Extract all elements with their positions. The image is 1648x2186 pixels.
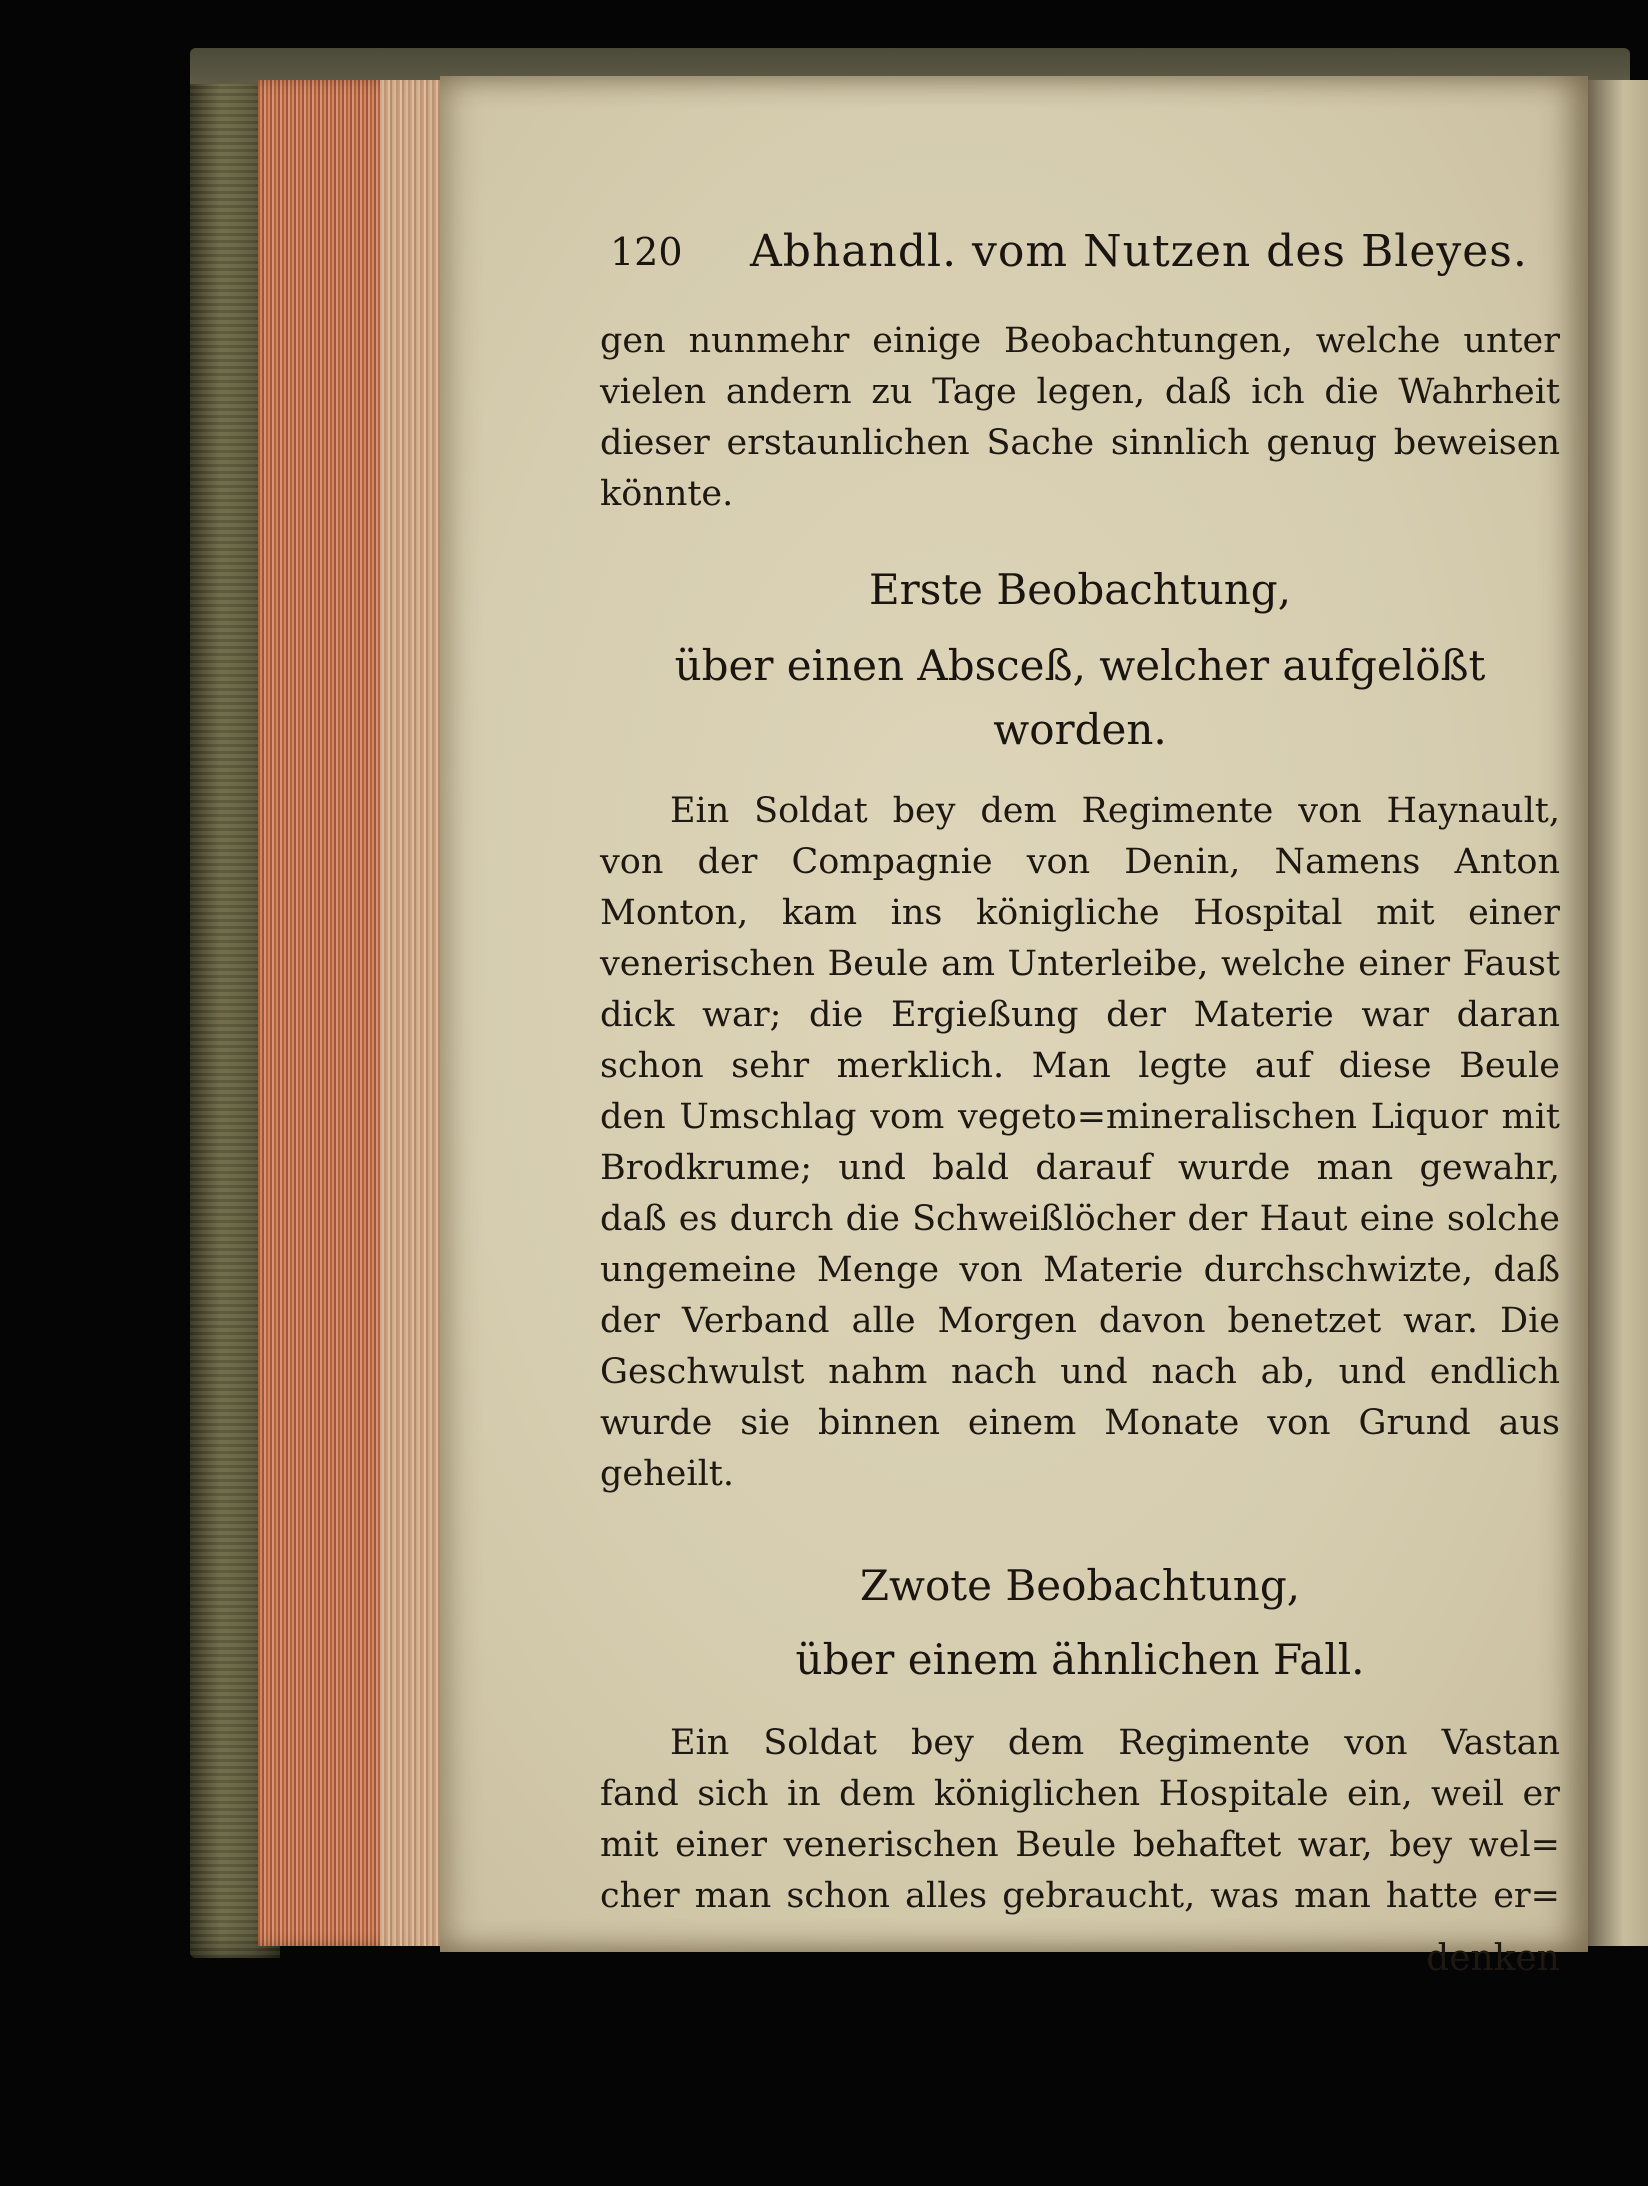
observation-1-title: Erste Beobachtung, <box>868 565 1292 614</box>
text-line: Monton, kam ins königliche Hospital mit einer <box>600 893 1560 933</box>
text-line: wurde sie binnen einem Monate von Grund aus <box>600 1403 1560 1443</box>
text-line: dick war; die Ergießung der Materie war daran <box>600 995 1560 1035</box>
text-line: der Verband alle Morgen davon benetzet war. Die <box>600 1301 1560 1341</box>
catchword: denken <box>1426 1938 1560 1979</box>
text-line: venerischen Beule am Unterleibe, welche einer Faust <box>600 944 1560 984</box>
text-line: schon sehr merklich. Man legte auf diese Beule <box>600 1046 1560 1086</box>
text-line: cher man schon alles gebraucht, was man hatte er= <box>600 1876 1560 1916</box>
observation-2-title: Zwote Beobachtung, <box>859 1561 1301 1610</box>
intro-line: gen nunmehr einige Beobachtungen, welche unter <box>600 321 1560 361</box>
observation-2-subtitle: über einem ähnlichen Fall. <box>795 1635 1365 1684</box>
observation-1-paragraph <box>600 786 1560 1500</box>
running-title: Abhandl. vom Nutzen des Bleyes. <box>750 226 1528 277</box>
intro-paragraph <box>600 316 1560 520</box>
observation-1-subtitle-cont: worden. <box>993 705 1167 754</box>
text-line: den Umschlag vom vegeto=mineralischen Liquor mit <box>600 1097 1560 1137</box>
text-line: von der Compagnie von Denin, Namens Anton <box>600 842 1560 882</box>
text-line: fand sich in dem königlichen Hospitale ein, weil er <box>600 1774 1560 1814</box>
text-line: Ein Soldat bey dem Regimente von Vastan <box>670 1723 1560 1763</box>
text-line: Brodkrume; und bald darauf wurde man gewahr, <box>600 1148 1560 1188</box>
intro-line: könnte. <box>600 474 734 514</box>
observation-1-subtitle: über einen Absceß, welcher aufgelößt <box>674 641 1486 690</box>
next-page-edge <box>1588 80 1648 1946</box>
text-line: mit einer venerischen Beule behaftet war, bey wel= <box>600 1825 1560 1865</box>
text-line: Geschwulst nahm nach und nach ab, und endlich <box>600 1352 1560 1392</box>
text-line: daß es durch die Schweißlöcher der Haut eine solche <box>600 1199 1560 1239</box>
observation-2-paragraph <box>600 1718 1560 1922</box>
text-line: geheilt. <box>600 1454 734 1494</box>
intro-line: vielen andern zu Tage legen, daß ich die Wahrheit <box>600 372 1560 412</box>
page-edges-inner <box>380 80 444 1946</box>
page-number: 120 <box>610 230 683 274</box>
text-line: Ein Soldat bey dem Regimente von Haynault, <box>670 791 1560 831</box>
intro-line: dieser erstaunlichen Sache sinnlich genug beweisen <box>600 423 1560 463</box>
text-line: ungemeine Menge von Materie durchschwizte, daß <box>600 1250 1560 1290</box>
running-head <box>600 222 1560 282</box>
